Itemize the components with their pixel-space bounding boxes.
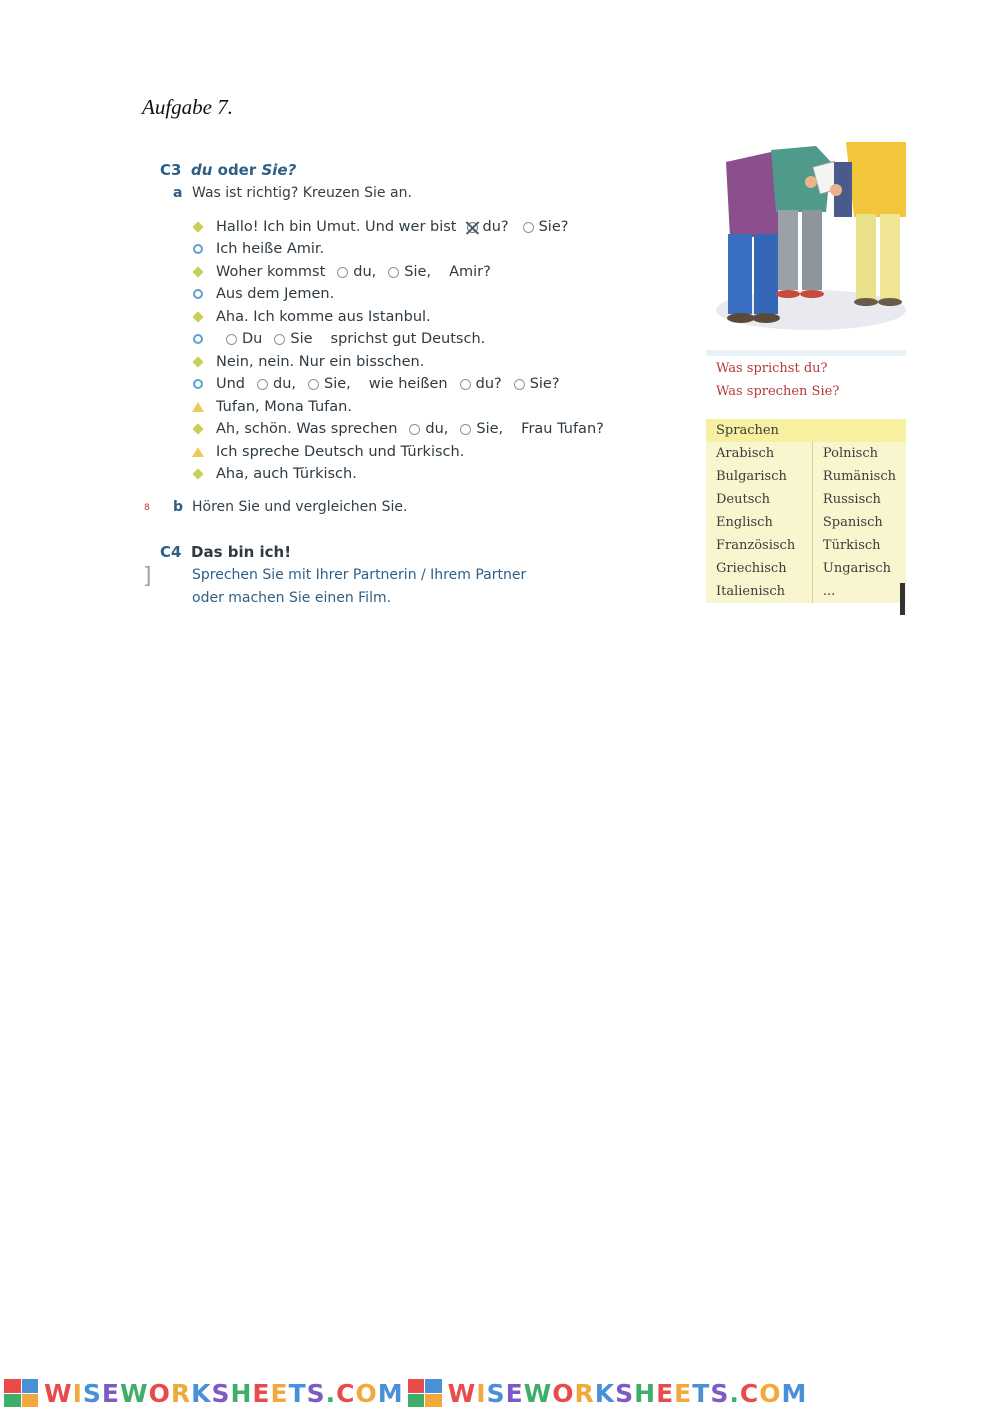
line-text: Woher kommst — [216, 264, 326, 280]
diamond-marker-icon — [192, 221, 204, 233]
language-cell: Griechisch — [706, 557, 812, 580]
diamond-marker-icon — [192, 468, 204, 480]
margin-bracket-icon: ] — [143, 564, 152, 589]
choice-sie[interactable]: Sie, — [460, 421, 503, 437]
languages-table — [706, 419, 906, 603]
table-row — [706, 534, 906, 557]
choice-du[interactable]: du? — [460, 376, 502, 392]
radio-icon[interactable] — [514, 379, 525, 390]
radio-icon[interactable] — [257, 379, 268, 390]
languages-table-header: Sprachen — [706, 419, 906, 442]
choice-du[interactable]: du, — [337, 264, 376, 280]
subtask-a-instruction: Was ist richtig? Kreuzen Sie an. — [192, 185, 412, 201]
radio-icon[interactable] — [274, 334, 285, 345]
line-text: Nein, nein. Nur ein bisschen. — [216, 354, 425, 370]
watermark-footer — [0, 1378, 1000, 1408]
section-c4-code: C4 — [160, 543, 182, 561]
choice-sie[interactable]: Sie? — [523, 219, 569, 235]
choice-du[interactable]: du? — [467, 219, 509, 235]
dialogue-line-1 — [192, 216, 568, 238]
radio-icon[interactable] — [460, 379, 471, 390]
line-text-mid: wie heißen — [368, 376, 448, 392]
radio-icon[interactable] — [523, 222, 534, 233]
language-cell: Deutsch — [706, 488, 812, 511]
language-cell: Russisch — [812, 488, 906, 511]
watermark-2 — [408, 1379, 808, 1408]
circle-marker-icon — [192, 243, 204, 255]
line-text: Ich heiße Amir. — [216, 241, 325, 257]
dialogue-line-7 — [192, 351, 424, 373]
subtask-a-letter: a — [173, 185, 183, 201]
choice-du[interactable]: du, — [409, 421, 448, 437]
triangle-marker-icon — [192, 446, 204, 458]
dialogue-line-3 — [192, 261, 491, 283]
section-c4-title: Das bin ich! — [191, 543, 292, 561]
choice-du[interactable]: du, — [257, 376, 296, 392]
radio-icon[interactable] — [409, 424, 420, 435]
choice-sie[interactable]: Sie, — [388, 264, 431, 280]
choice-sie[interactable]: Sie? — [514, 376, 560, 392]
watermark-1 — [4, 1379, 404, 1408]
section-c3-code: C3 — [160, 161, 182, 179]
dialogue-line-2 — [192, 238, 324, 260]
task-title: Aufgabe 7. — [142, 95, 233, 119]
language-cell: Italienisch — [706, 580, 812, 603]
watermark-text: WISEWORKSHEETS.COM — [44, 1378, 404, 1408]
table-row — [706, 511, 906, 534]
table-row — [706, 488, 906, 511]
people-talking-illustration — [716, 142, 906, 332]
radio-icon[interactable] — [388, 267, 399, 278]
choice-sie[interactable]: Sie — [274, 331, 312, 347]
language-cell: Spanisch — [812, 511, 906, 534]
dialogue-line-12 — [192, 463, 357, 485]
table-row — [706, 465, 906, 488]
c4-instruction-line-1: Sprechen Sie mit Ihrer Partnerin / Ihrem Partner — [192, 567, 527, 583]
diamond-marker-icon — [192, 311, 204, 323]
checked-radio-icon[interactable] — [467, 222, 478, 233]
language-cell: Französisch — [706, 534, 812, 557]
scan-edge — [900, 583, 905, 615]
diamond-marker-icon — [192, 423, 204, 435]
language-cell: Polnisch — [812, 442, 906, 465]
line-text-end: sprichst gut Deutsch. — [330, 331, 486, 347]
subtask-b-instruction: Hören Sie und vergleichen Sie. — [192, 499, 408, 515]
table-row — [706, 580, 906, 603]
example-question-du: Was sprichst du? — [716, 361, 828, 376]
choice-du[interactable]: Du — [226, 331, 262, 347]
radio-icon[interactable] — [308, 379, 319, 390]
dialogue-line-10 — [192, 418, 604, 440]
language-cell: Arabisch — [706, 442, 812, 465]
title-mid: oder — [212, 161, 262, 179]
divider-strip — [706, 350, 906, 356]
dialogue-line-4 — [192, 283, 334, 305]
circle-marker-icon — [192, 288, 204, 300]
dialogue-line-8 — [192, 373, 560, 395]
title-sie: Sie? — [261, 161, 297, 179]
table-row — [706, 557, 906, 580]
language-cell: Bulgarisch — [706, 465, 812, 488]
section-c3-title — [191, 161, 296, 179]
circle-marker-icon — [192, 378, 204, 390]
radio-icon[interactable] — [226, 334, 237, 345]
watermark-logo-icon — [4, 1379, 38, 1407]
line-text: Hallo! Ich bin Umut. Und wer bist — [216, 219, 457, 235]
example-question-sie: Was sprechen Sie? — [716, 384, 840, 399]
dialogue-line-6 — [192, 328, 485, 350]
line-text: Aus dem Jemen. — [216, 286, 335, 302]
radio-icon[interactable] — [337, 267, 348, 278]
circle-marker-icon — [192, 333, 204, 345]
watermark-text: WISEWORKSHEETS.COM — [447, 1378, 808, 1408]
line-text-end: Amir? — [449, 264, 491, 280]
choice-sie[interactable]: Sie, — [308, 376, 351, 392]
diamond-marker-icon — [192, 266, 204, 278]
dialogue-line-9 — [192, 396, 352, 418]
line-text: Ah, schön. Was sprechen — [216, 421, 398, 437]
dialogue-line-5 — [192, 306, 431, 328]
language-cell: ... — [812, 580, 906, 603]
language-cell: Ungarisch — [812, 557, 906, 580]
language-cell: Türkisch — [812, 534, 906, 557]
dialogue-line-11 — [192, 441, 464, 463]
language-cell: Englisch — [706, 511, 812, 534]
diamond-marker-icon — [192, 356, 204, 368]
title-du: du — [191, 161, 213, 179]
table-row — [706, 442, 906, 465]
c4-instruction-line-2: oder machen Sie einen Film. — [192, 590, 392, 606]
line-text: Tufan, Mona Tufan. — [216, 399, 352, 415]
triangle-marker-icon — [192, 401, 204, 413]
line-text: Aha, auch Türkisch. — [216, 466, 357, 482]
language-cell: Rumänisch — [812, 465, 906, 488]
line-text: Und — [216, 376, 246, 392]
line-text: Aha. Ich komme aus Istanbul. — [216, 309, 431, 325]
audio-track-mark: 8 — [144, 503, 150, 513]
radio-icon[interactable] — [460, 424, 471, 435]
line-text: Ich spreche Deutsch und Türkisch. — [216, 444, 465, 460]
line-text-end: Frau Tufan? — [521, 421, 604, 437]
watermark-logo-icon — [408, 1379, 442, 1407]
subtask-b-letter: b — [173, 499, 184, 515]
